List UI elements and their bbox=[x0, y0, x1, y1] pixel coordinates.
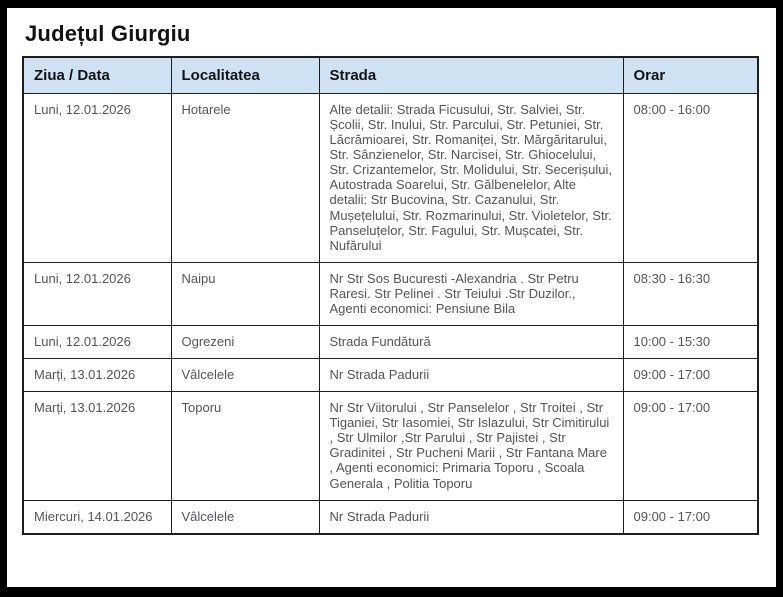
column-header-locality: Localitatea bbox=[171, 57, 319, 94]
table-row bbox=[23, 94, 758, 263]
table-row bbox=[23, 262, 758, 325]
cell-day: Luni, 12.01.2026 bbox=[23, 262, 171, 325]
table-row bbox=[23, 359, 758, 392]
cell-hours: 10:00 - 15:30 bbox=[623, 326, 758, 359]
table-row bbox=[23, 392, 758, 500]
table-header-row bbox=[23, 57, 758, 94]
table-row bbox=[23, 500, 758, 534]
cell-hours: 08:30 - 16:30 bbox=[623, 262, 758, 325]
cell-locality: Toporu bbox=[171, 392, 319, 500]
cell-hours: 09:00 - 17:00 bbox=[623, 359, 758, 392]
cell-streets: Strada Fundătură bbox=[319, 326, 623, 359]
cell-streets: Nr Str Viitorului , Str Panselelor , Str Troitei , Str Tiganiei, Str Iasomiei, Str Islazului, Str Cimitirului , Str Ulmilor ,Str Parului , Str Pajistei , Str Gradinitei , Str Pucheni Marii , Str Fantana Mare , Agenti economici: Primaria Toporu , Scoala Generala , Politia Toporu bbox=[319, 392, 623, 500]
column-header-day: Ziua / Data bbox=[23, 57, 171, 94]
cell-day: Marți, 13.01.2026 bbox=[23, 392, 171, 500]
outage-schedule-table bbox=[22, 56, 759, 535]
cell-locality: Hotarele bbox=[171, 94, 319, 263]
cell-locality: Ogrezeni bbox=[171, 326, 319, 359]
cell-locality: Naipu bbox=[171, 262, 319, 325]
cell-day: Luni, 12.01.2026 bbox=[23, 326, 171, 359]
cell-streets: Nr Strada Padurii bbox=[319, 500, 623, 534]
cell-locality: Vâlcelele bbox=[171, 359, 319, 392]
cell-streets: Nr Str Sos Bucuresti -Alexandria . Str Petru Raresi. Str Pelinei . Str Teiului .Str Duzilor., Agenti economici: Pensiune Bila bbox=[319, 262, 623, 325]
cell-hours: 08:00 - 16:00 bbox=[623, 94, 758, 263]
table-body bbox=[23, 94, 758, 534]
cell-streets: Nr Strada Padurii bbox=[319, 359, 623, 392]
cell-hours: 09:00 - 17:00 bbox=[623, 500, 758, 534]
page-title: Județul Giurgiu bbox=[25, 21, 191, 46]
table-row bbox=[23, 326, 758, 359]
cell-day: Luni, 12.01.2026 bbox=[23, 94, 171, 263]
column-header-hours: Orar bbox=[623, 57, 758, 94]
cell-locality: Vâlcelele bbox=[171, 500, 319, 534]
document-page bbox=[7, 8, 779, 587]
column-header-street: Strada bbox=[319, 57, 623, 94]
cell-day: Miercuri, 14.01.2026 bbox=[23, 500, 171, 534]
cell-day: Marți, 13.01.2026 bbox=[23, 359, 171, 392]
cell-hours: 09:00 - 17:00 bbox=[623, 392, 758, 500]
cell-streets: Alte detalii: Strada Ficusului, Str. Salviei, Str. Școlii, Str. Inului, Str. Parcului, Str. Petuniei, Str. Lăcrămioarei, Str. Romaniței, Str. Mărgăritarului, Str. Sânzienelor, Str. Narcisei, Str. Ghiocelului, Str. Crizantemelor, Str. Molidului, Str. Secerișului, Autostrada Soarelui, Str. Gălbenelelor, Alte detalii: Str Bucovina, Str. Cazanului, Str. Mușețelului, Str. Rozmarinului, Str. Violetelor, Str. Panseluțelor, Str. Fagului, Str. Mușcatei, Str. Nufărului bbox=[319, 94, 623, 263]
